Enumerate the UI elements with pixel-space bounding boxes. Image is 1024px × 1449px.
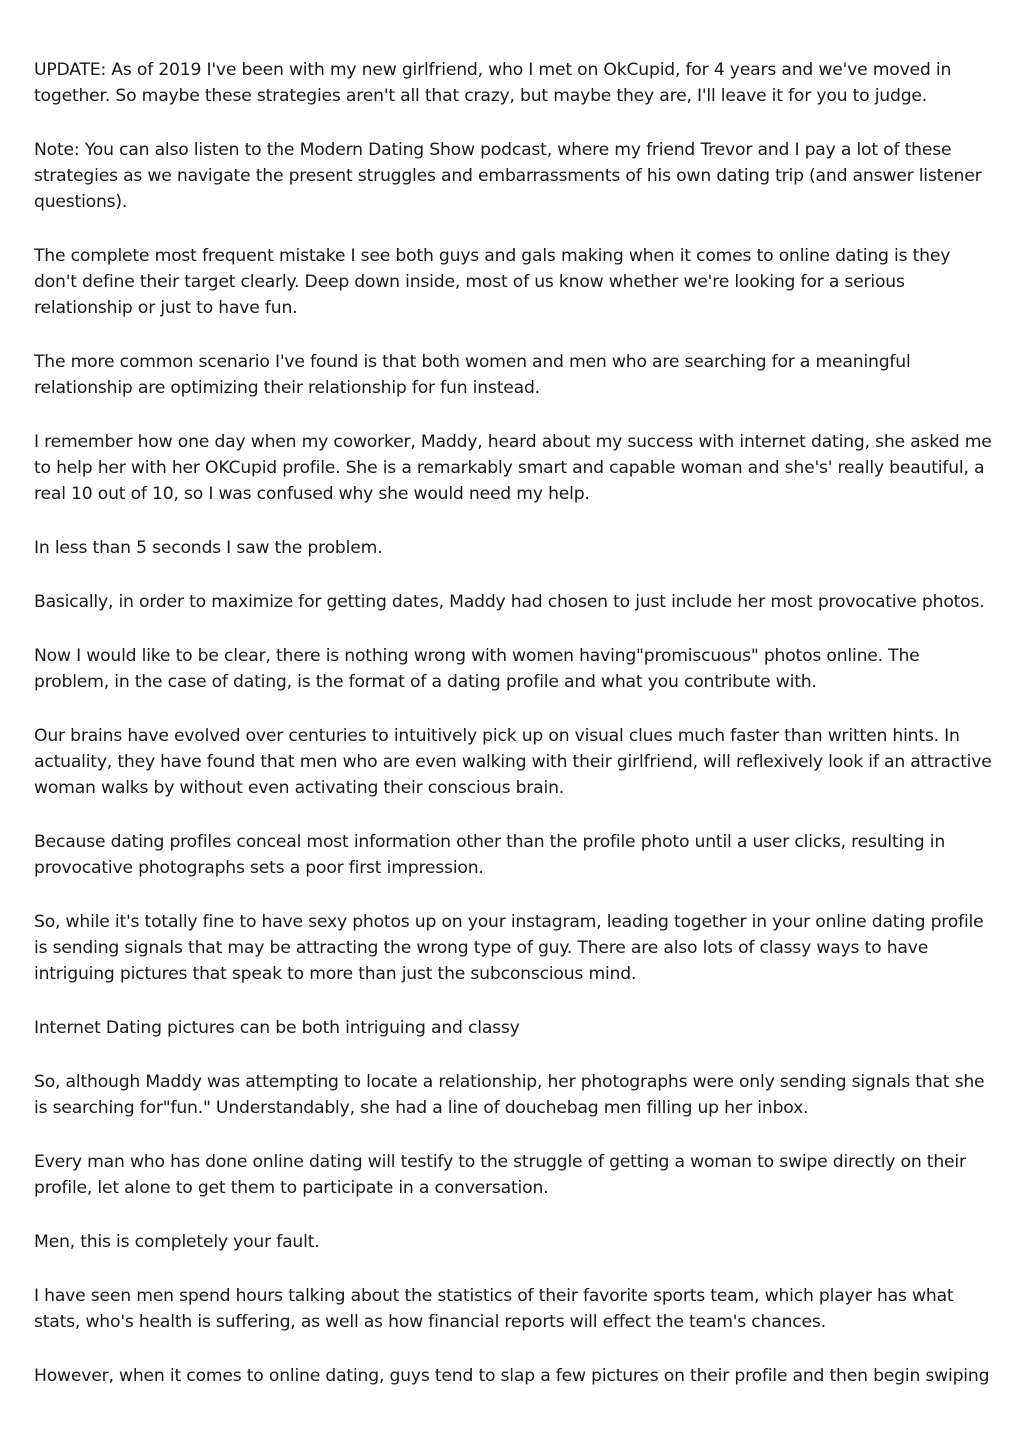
paragraph-podcast-note: Note: You can also listen to the Modern Dating Show podcast, where my friend Trevor and I pay a lot of these strategies as we navigate the present struggles and embarrassments of his own dating trip (and answer listener questions). bbox=[34, 140, 982, 212]
paragraph-maddy-signals: So, although Maddy was attempting to locate a relationship, her photographs were only sending signals that she is searching for"fun." Understandably, she had a line of douchebag men filling up her inbox. bbox=[34, 1072, 985, 1118]
paragraph-profiles-conceal: Because dating profiles conceal most information other than the profile photo until a user clicks, resulting in provocative photographs sets a poor first impression. bbox=[34, 832, 946, 878]
paragraph-common-scenario: The more common scenario I've found is that both women and men who are searching for a meaningful relationship are optimizing their relationship for fun instead. bbox=[34, 352, 911, 398]
paragraph-saw-problem: In less than 5 seconds I saw the problem. bbox=[34, 538, 383, 558]
paragraph-sports-stats: I have seen men spend hours talking about the statistics of their favorite sports team, which player has what stats, who's health is suffering, as well as how financial reports will effect the team's chances. bbox=[34, 1286, 954, 1332]
paragraph-brains-evolved: Our brains have evolved over centuries to intuitively pick up on visual clues much faster than written hints. In actuality, they have found that men who are even walking with their girlfriend, will reflexively look if an attractive woman walks by without even activating their conscious brain. bbox=[34, 726, 992, 798]
paragraph-sexy-photos: So, while it's totally fine to have sexy photos up on your instagram, leading together in your online dating profile is sending signals that may be attracting the wrong type of guy. There are also lots of classy ways to have intriguing pictures that speak to more than just the subconscious mind. bbox=[34, 912, 984, 984]
paragraph-frequent-mistake: The complete most frequent mistake I see both guys and gals making when it comes to online dating is they don't define their target clearly. Deep down inside, most of us know whether we're looking for a serious relationship or just to have fun. bbox=[34, 246, 951, 318]
paragraph-be-clear: Now I would like to be clear, there is nothing wrong with women having"promiscuous" photos online. The problem, in the case of dating, is the format of a dating profile and what you contribute with. bbox=[34, 646, 920, 692]
paragraph-slap-pictures: However, when it comes to online dating, guys tend to slap a few pictures on their profile and then begin swiping bbox=[34, 1366, 990, 1386]
paragraph-coworker-story: I remember how one day when my coworker, Maddy, heard about my success with internet dating, she asked me to help her with her OKCupid profile. She is a remarkably smart and capable woman and she's' really beautiful, a real 10 out of 10, so I was confused why she would need my help. bbox=[34, 432, 992, 504]
article-body bbox=[34, 57, 996, 1417]
paragraph-update: UPDATE: As of 2019 I've been with my new girlfriend, who I met on OkCupid, for 4 years and we've moved in together. So maybe these strategies aren't all that crazy, but maybe they are, I'll leave it for you to judge. bbox=[34, 60, 952, 106]
paragraph-your-fault: Men, this is completely your fault. bbox=[34, 1232, 320, 1252]
paragraph-provocative-photos: Basically, in order to maximize for getting dates, Maddy had chosen to just include her most provocative photos. bbox=[34, 592, 985, 612]
paragraph-pictures-caption: Internet Dating pictures can be both intriguing and classy bbox=[34, 1018, 520, 1038]
paragraph-every-man: Every man who has done online dating will testify to the struggle of getting a woman to swipe directly on their profile, let alone to get them to participate in a conversation. bbox=[34, 1152, 966, 1198]
